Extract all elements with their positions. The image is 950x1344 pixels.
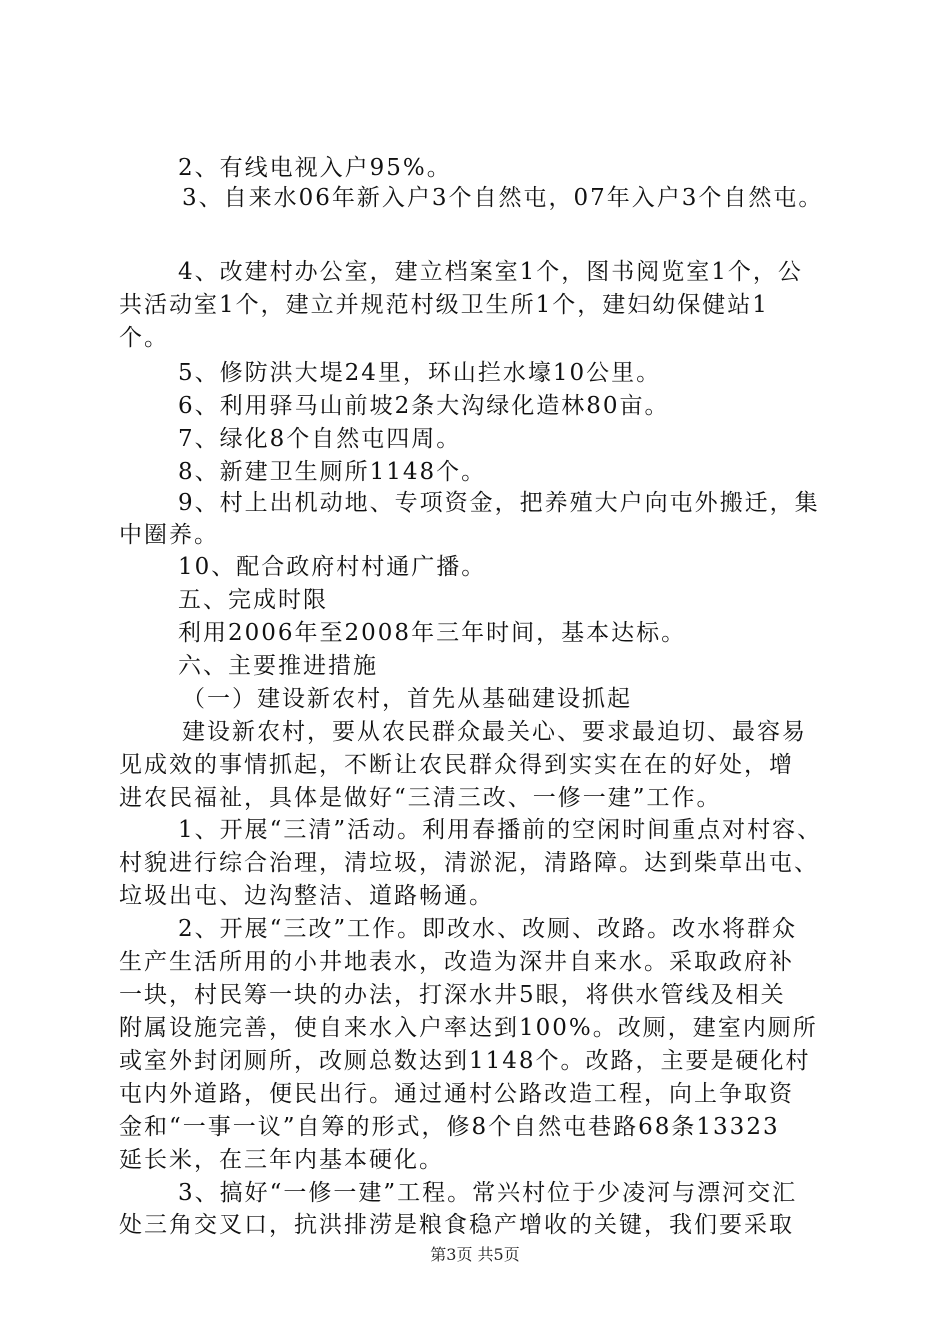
text-line: 利用2006年至2008年三年时间，基本达标。 xyxy=(178,620,687,646)
text-line: 生产生活所用的小井地表水，改造为深井自来水。采取政府补 xyxy=(119,949,794,975)
text-line: 共活动室1个，建立并规范村级卫生所1个，建妇幼保健站1 xyxy=(119,292,769,318)
text-line: 或室外封闭厕所，改厕总数达到1148个。改路，主要是硬化村 xyxy=(119,1048,811,1074)
text-line: 进农民福祉，具体是做好“三清三改、一修一建”工作。 xyxy=(119,785,722,811)
text-line: 4、改建村办公室，建立档案室1个，图书阅览室1个，公 xyxy=(178,259,803,285)
text-line: 延长米，在三年内基本硬化。 xyxy=(119,1147,444,1173)
text-line: 处三角交叉口，抗洪排涝是粮食稳产增收的关键，我们要采取 xyxy=(119,1212,794,1238)
text-line: 3、自来水06年新入户3个自然屯，07年入户3个自然屯。 xyxy=(182,185,824,211)
text-line: 垃圾出屯、边沟整洁、道路畅通。 xyxy=(119,883,494,909)
text-line: 5、修防洪大堤24里，环山拦水壕10公里。 xyxy=(178,360,662,386)
text-line: 中圈养。 xyxy=(119,522,219,548)
section-heading: 六、主要推进措施 xyxy=(178,653,378,679)
text-line: 见成效的事情抓起，不断让农民群众得到实实在在的好处，增 xyxy=(119,752,794,778)
text-line: 1、开展“三清”活动。利用春播前的空闲时间重点对村容、 xyxy=(178,817,823,843)
text-line: 3、搞好“一修一建”工程。常兴村位于少凌河与漂河交汇 xyxy=(178,1180,798,1206)
text-line: 金和“一事一议”自筹的形式，修8个自然屯巷路68条13323 xyxy=(119,1114,780,1140)
text-line: 一块，村民筹一块的办法，打深水井5眼，将供水管线及相关 xyxy=(119,982,786,1008)
text-line: 个。 xyxy=(119,325,169,351)
section-heading: 五、完成时限 xyxy=(178,587,328,613)
text-line: 2、有线电视入户95%。 xyxy=(178,155,452,181)
text-line: 建设新农村，要从农民群众最关心、要求最迫切、最容易 xyxy=(182,719,807,745)
subsection-heading: （一）建设新农村，首先从基础建设抓起 xyxy=(182,686,632,712)
text-line: 10、配合政府村村通广播。 xyxy=(178,554,487,580)
page-number-footer: 第3页 共5页 xyxy=(430,1245,520,1264)
text-line: 9、村上出机动地、专项资金，把养殖大户向屯外搬迁，集 xyxy=(178,490,820,516)
text-line: 2、开展“三改”工作。即改水、改厕、改路。改水将群众 xyxy=(178,916,798,942)
text-line: 村貌进行综合治理，清垃圾，清淤泥，清路障。达到柴草出屯、 xyxy=(119,850,819,876)
text-line: 屯内外道路，便民出行。通过通村公路改造工程，向上争取资 xyxy=(119,1081,794,1107)
text-line: 附属设施完善，使自来水入户率达到100%。改厕，建室内厕所 xyxy=(119,1015,818,1041)
text-line: 8、新建卫生厕所1148个。 xyxy=(178,459,487,485)
text-line: 7、绿化8个自然屯四周。 xyxy=(178,426,462,452)
text-line: 6、利用驿马山前坡2条大沟绿化造林80亩。 xyxy=(178,393,670,419)
